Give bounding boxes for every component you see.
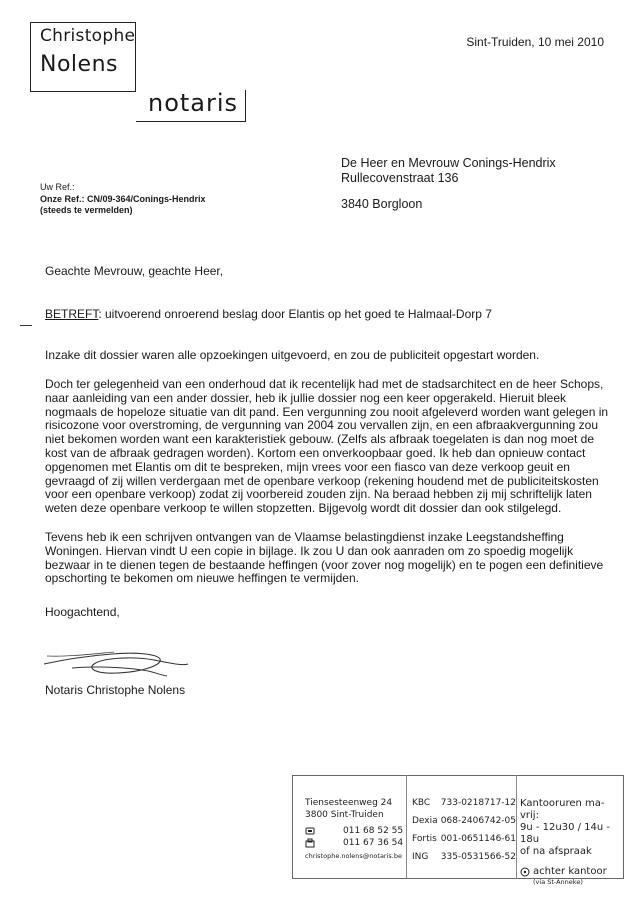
footer-hours [520,798,622,887]
logo-divider-horizontal [136,121,246,122]
footer-contact [305,796,405,863]
bank-name: Fortis [412,834,437,844]
logo-divider-vertical [245,90,246,122]
logo-role: notaris [148,89,239,117]
paragraph-line: bezwaar in te dienen tegen de bestaande heffingen (voor zover nog mogelijk) en te pogen een definitieve [45,557,604,572]
paragraph-line: Inzake dit dossier waren alle opzoekingen uitgevoerd, en zou de publiciteit opgestart worden. [45,348,540,362]
hours-times: 9u - 12u30 / 14u - 18u [520,822,611,845]
bank-account: 068-2406742-05 [440,816,516,826]
signer-name: Notaris Christophe Nolens [45,683,186,697]
bank-row [412,814,516,832]
paragraph-line: naar aanleiding van een ander dossier, heb ik jullie dossier nog een keer opgerakeld. Hieruit bleek [45,390,567,405]
paragraph-line: gevraagd of zij willen verdergaan met de openbare verkoop (rekening houdend met de publiciteitskosten [45,473,599,488]
paragraph-line: opschorting te bekomen om nieuwe heffingen te vermijden. [45,571,359,586]
bank-name: KBC [412,798,431,808]
recipient-name: De Heer en Mevrouw Conings-Hendrix [341,156,556,170]
paragraph-line: voor een openbare verkoop) zodat zij voorbereid zouden zijn. Na beraad hebben zij mij schriftelijk laten [45,487,592,502]
footer-fax: 011 67 36 54 [343,838,404,848]
paragraph-line: kost van de afbraak gedragen worden). Kortom een onverkoopbaar goed. Ik heb dan opnieuw contact [45,445,586,460]
subject-text: : uitvoerend onroerend beslag door Elantis op het goed te Halmaal-Dorp 7 [98,307,492,321]
hours-note: of na afspraak [520,846,592,857]
footer-divider [516,775,517,879]
bank-account: 335-0531566-52 [440,852,516,862]
bank-row [412,796,516,814]
paragraph-line: Tevens heb ik een schrijven ontvangen van de Vlaamse belastingdienst inzake Leegstandsheffing [45,530,564,544]
onze-ref: Onze Ref.: CN/09-364/Conings-Hendrix [40,194,206,204]
hours-title: Kantooruren ma-vrij: [520,798,605,821]
back-office-row [520,866,622,878]
dateline: Sint-Truiden, 10 mei 2010 [466,35,604,49]
bank-name: Dexia [412,816,438,826]
paragraph-line: Doch ter gelegenheid van een onderhoud dat ik recentelijk had met de stadsarchitect en de heer Schops, [45,377,604,391]
paragraph-line: niet bekomen worden want een karakteristiek gebouw. (Zelfs als afbraak toegelaten is dan nog moet de [45,432,594,447]
subject-label: BETREFT [45,307,99,321]
footer-email: christophe.nolens@notaris.be [305,852,402,860]
fax-icon [305,838,315,848]
bank-account: 733-0218717-12 [440,798,516,808]
phone-icon [305,826,315,836]
bank-row [412,850,516,868]
footer-divider [406,775,407,879]
paragraph-3 [45,531,605,586]
paragraph-line: opgenomen met Elantis om dit te bespreken, mijn vrees voor een fiasco van deze verkoop geuit en [45,459,570,474]
footer-phone: 011 68 52 55 [343,826,404,836]
footer-address-line: 3800 Sint-Truiden [305,810,384,820]
recipient-city: 3840 Borgloon [341,197,423,211]
footer-address-line: Tiensesteenweg 24 [305,798,393,808]
bank-account: 001-0651146-61 [440,834,516,844]
margin-mark [20,325,32,326]
subject-line [45,307,605,321]
logo-first-name: Christophe [40,26,136,46]
closing: Hoogachtend, [45,605,120,619]
ref-note: (steeds te vermelden) [40,205,133,215]
back-office: achter kantoor [533,866,607,877]
salutation: Geachte Mevrouw, geachte Heer, [45,264,224,278]
bank-name: ING [412,852,429,862]
logo-last-name: Nolens [40,52,118,77]
paragraph-line: risicozone voor overstroming, de vergunning van 2004 zou vervallen zijn, en een afbraakvergunning zou [45,418,599,433]
footer-fax-row [305,836,405,850]
handwritten-signature [42,642,192,682]
uw-ref: Uw Ref.: [40,182,75,192]
footer-banks [412,796,516,868]
paragraph-1 [45,349,605,363]
back-office-note: (via St-Anneke) [533,878,583,886]
paragraph-line: nogmaals de hopeloze situatie van dit pand. Een vergunning zou nooit afgeleverd worden want gelegen in [45,404,609,419]
paragraph-2 [45,377,609,516]
paragraph-line: Woningen. Hiervan vindt U een copie in bijlage. Ik zou U dan ook aanraden om zo spoedig mogelijk [45,543,574,558]
bank-row [412,832,516,850]
pointer-circle-icon [520,867,530,877]
recipient-street: Rullecovenstraat 136 [341,171,459,185]
paragraph-line: weten deze openbare verkoop te willen stopzetten. Bijgevolg wordt dit dossier dan ook stilgelegd. [45,501,562,516]
